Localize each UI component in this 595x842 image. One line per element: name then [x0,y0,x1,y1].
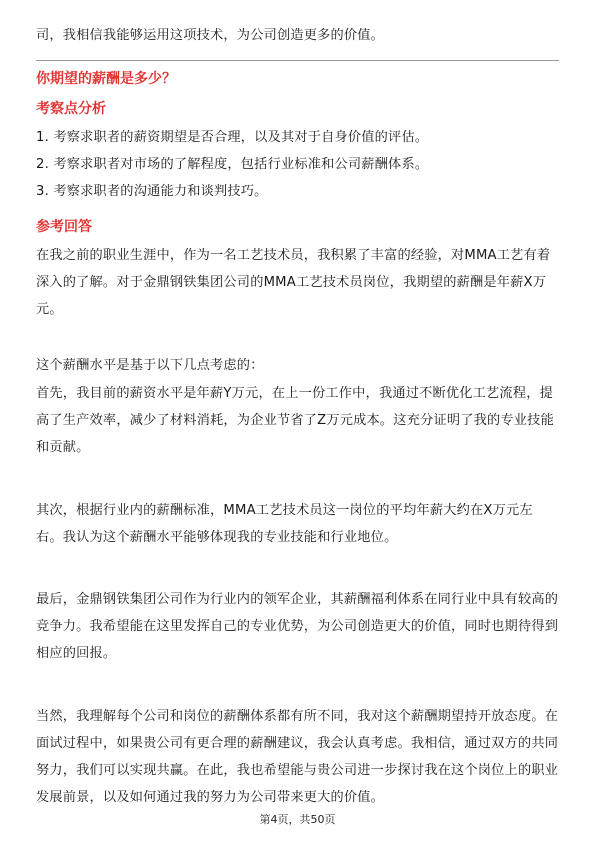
answer-paragraph: 当然，我理解每个公司和岗位的薪酬体系都有所不同，我对这个薪酬期望持开放态度。在面试过程中，如果贵公司有更合理的薪酬建议，我会认真考虑。我相信，通过双方的共同努力，我们可以实现共赢。在此，我也希望能与贵公司进一步探讨我在这个岗位上的职业发展前景，以及如何通过我的努力为公司带来更大的价值。 [36,709,559,805]
answer-paragraph: 这个薪酬水平是基于以下几点考虑的： [36,358,264,373]
answer-paragraph: 最后，金鼎钢铁集团公司作为行业内的领军企业，其薪酬福利体系在同行业中具有较高的竞争力。我希望能在这里发挥自己的专业优势，为公司创造更大的价值，同时也期待得到相应的回报。 [36,592,559,661]
analysis-point: 1. 考察求职者的薪资期望是否合理，以及其对于自身价值的评估。 [36,130,429,145]
continuation-text: 司，我相信我能够运用这项技术，为公司创造更多的价值。 [36,28,385,43]
analysis-point: 2. 考察求职者对市场的了解程度，包括行业标准和公司薪酬体系。 [36,157,429,172]
analysis-point: 3. 考察求职者的沟通能力和谈判技巧。 [36,184,268,199]
answer-paragraph: 首先，我目前的薪资水平是年薪Y万元，在上一份工作中，我通过不断优化工艺流程，提高了生产效率，减少了材料消耗，为企业节省了Z万元成本。这充分证明了我的专业技能和贡献。 [36,386,554,455]
analysis-heading: 考察点分析 [36,101,106,117]
answer-heading: 参考回答 [36,219,92,235]
question-heading: 你期望的薪酬是多少？ [36,71,176,87]
page-number: 第4页，共50页 [259,813,336,826]
section-divider [36,60,559,61]
answer-paragraph: 在我之前的职业生涯中，作为一名工艺技术员，我积累了丰富的经验，对MMA工艺有着深入的了解。对于金鼎钢铁集团公司的MMA工艺技术员岗位，我期望的薪酬是年薪X万元。 [36,248,551,317]
answer-paragraph: 其次，根据行业内的薪酬标准，MMA工艺技术员这一岗位的平均年薪大约在X万元左右。我认为这个薪酬水平能够体现我的专业技能和行业地位。 [36,503,533,545]
analysis-list [36,124,559,205]
